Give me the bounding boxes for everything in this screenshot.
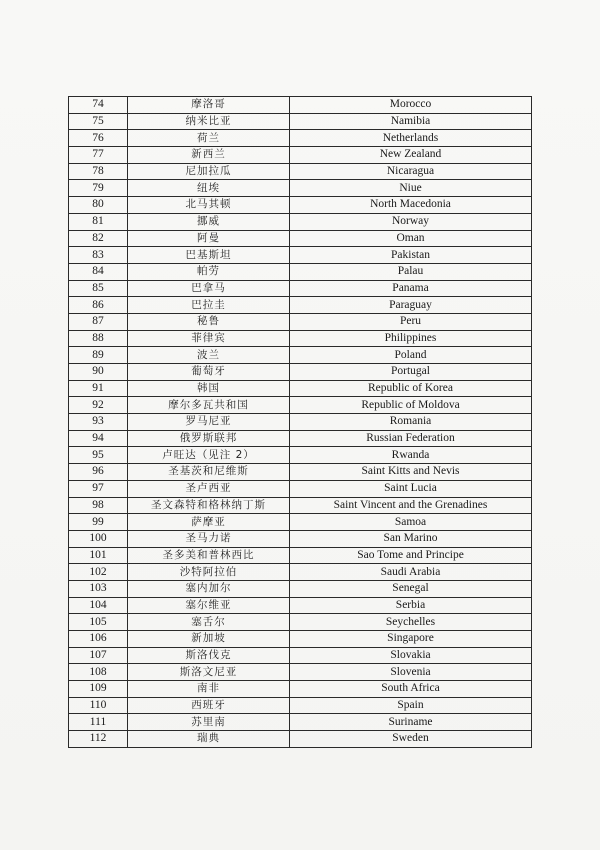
table-row	[69, 664, 532, 681]
row-number: 112	[69, 731, 128, 748]
row-number: 106	[69, 631, 128, 648]
table-row	[69, 697, 532, 714]
row-number: 104	[69, 597, 128, 614]
chinese-name: 塞尔维亚	[128, 597, 290, 614]
english-name: Panama	[290, 280, 532, 297]
english-name: North Macedonia	[290, 197, 532, 214]
row-number: 87	[69, 313, 128, 330]
chinese-name: 塞内加尔	[128, 580, 290, 597]
chinese-name: 罗马尼亚	[128, 414, 290, 431]
chinese-name: 新西兰	[128, 147, 290, 164]
row-number: 78	[69, 163, 128, 180]
table-row	[69, 364, 532, 381]
english-name: Niue	[290, 180, 532, 197]
chinese-name: 萨摩亚	[128, 514, 290, 531]
chinese-name: 摩尔多瓦共和国	[128, 397, 290, 414]
row-number: 89	[69, 347, 128, 364]
table-row	[69, 247, 532, 264]
row-number: 80	[69, 197, 128, 214]
table-row	[69, 347, 532, 364]
chinese-name: 韩国	[128, 380, 290, 397]
row-number: 83	[69, 247, 128, 264]
english-name: Nicaragua	[290, 163, 532, 180]
table-row	[69, 397, 532, 414]
english-name: Netherlands	[290, 130, 532, 147]
chinese-name: 南非	[128, 681, 290, 698]
table-row	[69, 297, 532, 314]
english-name: Serbia	[290, 597, 532, 614]
country-table	[68, 96, 532, 748]
chinese-name: 圣基茨和尼维斯	[128, 464, 290, 481]
english-name: Saint Lucia	[290, 480, 532, 497]
table-row	[69, 631, 532, 648]
table-row	[69, 430, 532, 447]
english-name: Suriname	[290, 714, 532, 731]
row-number: 111	[69, 714, 128, 731]
english-name: Samoa	[290, 514, 532, 531]
chinese-name: 北马其顿	[128, 197, 290, 214]
row-number: 108	[69, 664, 128, 681]
english-name: Philippines	[290, 330, 532, 347]
english-name: San Marino	[290, 530, 532, 547]
table-row	[69, 213, 532, 230]
english-name: Romania	[290, 414, 532, 431]
row-number: 98	[69, 497, 128, 514]
table-row	[69, 147, 532, 164]
english-name: Norway	[290, 213, 532, 230]
english-name: Slovenia	[290, 664, 532, 681]
english-name: Republic of Korea	[290, 380, 532, 397]
row-number: 75	[69, 113, 128, 130]
row-number: 102	[69, 564, 128, 581]
row-number: 88	[69, 330, 128, 347]
row-number: 81	[69, 213, 128, 230]
chinese-name: 圣马力诺	[128, 530, 290, 547]
row-number: 85	[69, 280, 128, 297]
english-name: Saudi Arabia	[290, 564, 532, 581]
table-row	[69, 580, 532, 597]
table-row	[69, 547, 532, 564]
row-number: 92	[69, 397, 128, 414]
row-number: 77	[69, 147, 128, 164]
table-row	[69, 380, 532, 397]
english-name: Pakistan	[290, 247, 532, 264]
chinese-name: 帕劳	[128, 263, 290, 280]
chinese-name: 苏里南	[128, 714, 290, 731]
row-number: 95	[69, 447, 128, 464]
english-name: Sao Tome and Principe	[290, 547, 532, 564]
english-name: Paraguay	[290, 297, 532, 314]
chinese-name: 沙特阿拉伯	[128, 564, 290, 581]
chinese-name: 圣卢西亚	[128, 480, 290, 497]
english-name: Rwanda	[290, 447, 532, 464]
chinese-name: 巴拿马	[128, 280, 290, 297]
chinese-name: 纽埃	[128, 180, 290, 197]
chinese-name: 圣多美和普林西比	[128, 547, 290, 564]
table-row	[69, 97, 532, 114]
chinese-name: 菲律宾	[128, 330, 290, 347]
table-row	[69, 597, 532, 614]
row-number: 96	[69, 464, 128, 481]
row-number: 110	[69, 697, 128, 714]
table-row	[69, 564, 532, 581]
chinese-name: 斯洛文尼亚	[128, 664, 290, 681]
chinese-name: 阿曼	[128, 230, 290, 247]
english-name: New Zealand	[290, 147, 532, 164]
english-name: South Africa	[290, 681, 532, 698]
table-row	[69, 464, 532, 481]
english-name: Senegal	[290, 580, 532, 597]
table-row	[69, 614, 532, 631]
english-name: Morocco	[290, 97, 532, 114]
chinese-name: 瑞典	[128, 731, 290, 748]
row-number: 91	[69, 380, 128, 397]
row-number: 103	[69, 580, 128, 597]
chinese-name: 斯洛伐克	[128, 647, 290, 664]
english-name: Oman	[290, 230, 532, 247]
row-number: 93	[69, 414, 128, 431]
row-number: 82	[69, 230, 128, 247]
row-number: 99	[69, 514, 128, 531]
english-name: Slovakia	[290, 647, 532, 664]
table-row	[69, 230, 532, 247]
english-name: Peru	[290, 313, 532, 330]
row-number: 76	[69, 130, 128, 147]
table-row	[69, 197, 532, 214]
chinese-name: 西班牙	[128, 697, 290, 714]
table-row	[69, 113, 532, 130]
table-row	[69, 530, 532, 547]
table-row	[69, 263, 532, 280]
chinese-name: 卢旺达（见注 2）	[128, 447, 290, 464]
row-number: 74	[69, 97, 128, 114]
table-row	[69, 447, 532, 464]
english-name: Republic of Moldova	[290, 397, 532, 414]
english-name: Palau	[290, 263, 532, 280]
row-number: 100	[69, 530, 128, 547]
chinese-name: 秘鲁	[128, 313, 290, 330]
english-name: Poland	[290, 347, 532, 364]
chinese-name: 挪威	[128, 213, 290, 230]
table-row	[69, 414, 532, 431]
row-number: 90	[69, 364, 128, 381]
table-row	[69, 647, 532, 664]
row-number: 94	[69, 430, 128, 447]
row-number: 79	[69, 180, 128, 197]
country-table-body	[69, 97, 532, 748]
chinese-name: 新加坡	[128, 631, 290, 648]
english-name: Russian Federation	[290, 430, 532, 447]
chinese-name: 巴基斯坦	[128, 247, 290, 264]
row-number: 107	[69, 647, 128, 664]
row-number: 86	[69, 297, 128, 314]
table-row	[69, 731, 532, 748]
english-name: Sweden	[290, 731, 532, 748]
table-row	[69, 163, 532, 180]
chinese-name: 荷兰	[128, 130, 290, 147]
table-row	[69, 480, 532, 497]
english-name: Singapore	[290, 631, 532, 648]
chinese-name: 摩洛哥	[128, 97, 290, 114]
chinese-name: 塞舌尔	[128, 614, 290, 631]
table-row	[69, 130, 532, 147]
english-name: Portugal	[290, 364, 532, 381]
row-number: 101	[69, 547, 128, 564]
chinese-name: 葡萄牙	[128, 364, 290, 381]
chinese-name: 波兰	[128, 347, 290, 364]
table-row	[69, 280, 532, 297]
english-name: Saint Kitts and Nevis	[290, 464, 532, 481]
row-number: 84	[69, 263, 128, 280]
english-name: Namibia	[290, 113, 532, 130]
chinese-name: 纳米比亚	[128, 113, 290, 130]
table-row	[69, 497, 532, 514]
english-name: Seychelles	[290, 614, 532, 631]
row-number: 109	[69, 681, 128, 698]
chinese-name: 尼加拉瓜	[128, 163, 290, 180]
chinese-name: 俄罗斯联邦	[128, 430, 290, 447]
english-name: Saint Vincent and the Grenadines	[290, 497, 532, 514]
chinese-name: 巴拉圭	[128, 297, 290, 314]
table-row	[69, 180, 532, 197]
english-name: Spain	[290, 697, 532, 714]
table-row	[69, 514, 532, 531]
table-row	[69, 681, 532, 698]
row-number: 105	[69, 614, 128, 631]
row-number: 97	[69, 480, 128, 497]
chinese-name: 圣文森特和格林纳丁斯	[128, 497, 290, 514]
table-row	[69, 330, 532, 347]
table-row	[69, 714, 532, 731]
table-row	[69, 313, 532, 330]
